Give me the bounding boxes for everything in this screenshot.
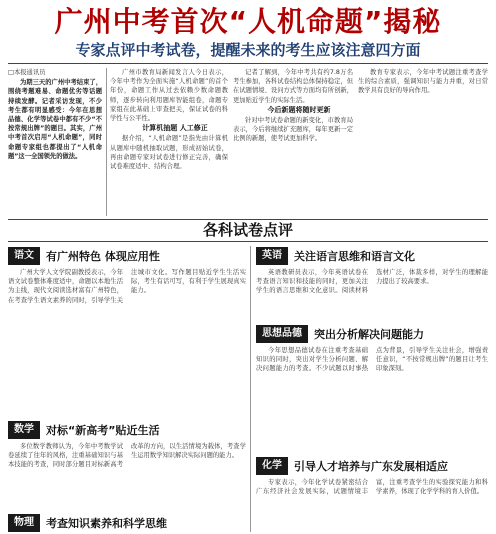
- section-body-chemistry: [256, 478, 488, 530]
- lead-paragraph: 为期三天的广州中考结束了，围绕考题难易、命题优劣等话题持续发酵。记者采访发现，不少考生都有明显感受：今年在思想品德、化学等试卷中都有不少“不按常规出牌”的题目。其实，广州中考首次启用“人机命题”，同时命题专家组也都提出了“人机命题”这一全国领先的做法。: [8, 79, 102, 160]
- section-title: 对标“新高考”贴近生活: [46, 424, 160, 437]
- section-tag: 英语: [256, 247, 288, 265]
- section-tag: 化学: [256, 457, 288, 475]
- section-title: 关注语言思维和语言文化: [294, 250, 415, 263]
- section-tag: 物理: [8, 514, 40, 532]
- section-header-chemistry: [256, 456, 448, 476]
- paragraph: 专家表示，今年化学试卷紧密结合广东经济社会发展实际，试题情境丰富，注重考查学生的实验探究能力和科学素养，体现了化学学科的育人价值。: [256, 479, 488, 496]
- paragraph: 据介绍，“人机命题”是指先由计算机从题库中随机抽取试题，形成初始试卷，再由命题专家对试卷进行修正完善，确保试卷难度适中、结构合理。: [110, 135, 228, 171]
- paragraph: 广州市教育局新闻发言人今日表示，今年中考作为全面实施“人机命题”的首个年份，命题工作从过去依赖少数命题教师，逐步转向利用题库智能组卷，命题专家组在此基础上审查把关，保证试卷的科学性与公平性。: [110, 69, 228, 123]
- section-header-chinese: [8, 246, 160, 266]
- section-band-title: 各科试卷点评: [202, 221, 293, 239]
- section-header-english: [256, 246, 415, 266]
- section-body-english: [256, 268, 488, 320]
- subhead-question-updates: 今后新题将随时更新: [267, 105, 331, 114]
- column-divider: [106, 68, 107, 216]
- top-column-3: [233, 68, 353, 218]
- byline: □本报通讯员: [8, 69, 46, 76]
- top-column-4: [358, 68, 488, 218]
- section-tag: 思想品德: [256, 325, 308, 343]
- subheadline: 专家点评中考试卷，提醒未来的考生应该注意四方面: [75, 41, 421, 59]
- section-divider: [250, 246, 251, 532]
- section-title: 引导人才培养与广东发展相适应: [294, 460, 448, 473]
- intro-column: [8, 68, 102, 218]
- paragraph: 多位数学教师认为，今年中考数学试卷延续了往年的风格，注重基础知识与基本技能的考查，同时部分题目对标新高考改革的方向，以生活情境为载体，考查学生运用数学知识解决实际问题的能力。: [8, 443, 246, 469]
- paragraph: 英语教研员表示，今年英语试卷在考查语言知识和技能的同时，更加关注学生的语言思维和文化意识。阅读材料选材广泛，体裁多样，对学生的理解能力提出了较高要求。: [256, 269, 488, 295]
- paragraph: 今年思想品德试卷在注重考查基础知识的同时，突出对学生分析问题、解决问题能力的考查。不少试题以时事热点为背景，引导学生关注社会，增强责任意识，“不按常规出牌”的题目让考生印象深刻。: [256, 347, 488, 373]
- section-body-chinese: [8, 268, 246, 416]
- section-body-ideology: [256, 346, 488, 452]
- paragraph: 教育专家表示，今年中考试题注重考查学生的综合素质，强调知识与能力并重，对日常教学具有良好的导向作用。: [358, 69, 488, 95]
- paragraph: 广州大学人文学院副教授表示，今年语文试卷整体难度适中，命题以本地生活为主线，现代文阅读选材富有广州特色，在考查学生语文素养的同时，引导学生关注城市文化。写作题目贴近学生生活实际，考生有话可写，有利于学生展现真实能力。: [8, 269, 246, 304]
- headline-rule: [8, 63, 488, 64]
- top-column-2: [110, 68, 228, 218]
- section-title: 有广州特色 体现应用性: [46, 250, 160, 263]
- section-tag: 语文: [8, 247, 40, 265]
- paragraph: 针对中考试卷命题的新变化，市教育局表示，今后将继续扩充题库，每年更新一定比例的新题，使考试更加科学。: [233, 117, 353, 143]
- subhead-computer-selection: 计算机抽题 人工修正: [142, 124, 208, 133]
- section-header-ideology: [256, 324, 424, 344]
- section-header-physics: [8, 513, 167, 533]
- section-title: 突出分析解决问题能力: [314, 328, 424, 341]
- section-header-math: [8, 420, 159, 440]
- headline: 广州中考首次“人机命题”揭秘: [54, 5, 442, 38]
- section-title: 考查知识素养和科学思维: [46, 517, 167, 530]
- paragraph: 记者了解到，今年中考共有约7.8万名考生参加，各科试卷结构总体保持稳定，但在试题情境、设问方式等方面均有所创新，更加贴近学生的实际生活。: [233, 69, 353, 104]
- section-body-math: [8, 442, 246, 510]
- section-tag: 数学: [8, 421, 40, 439]
- band-rule-bottom: [8, 241, 488, 242]
